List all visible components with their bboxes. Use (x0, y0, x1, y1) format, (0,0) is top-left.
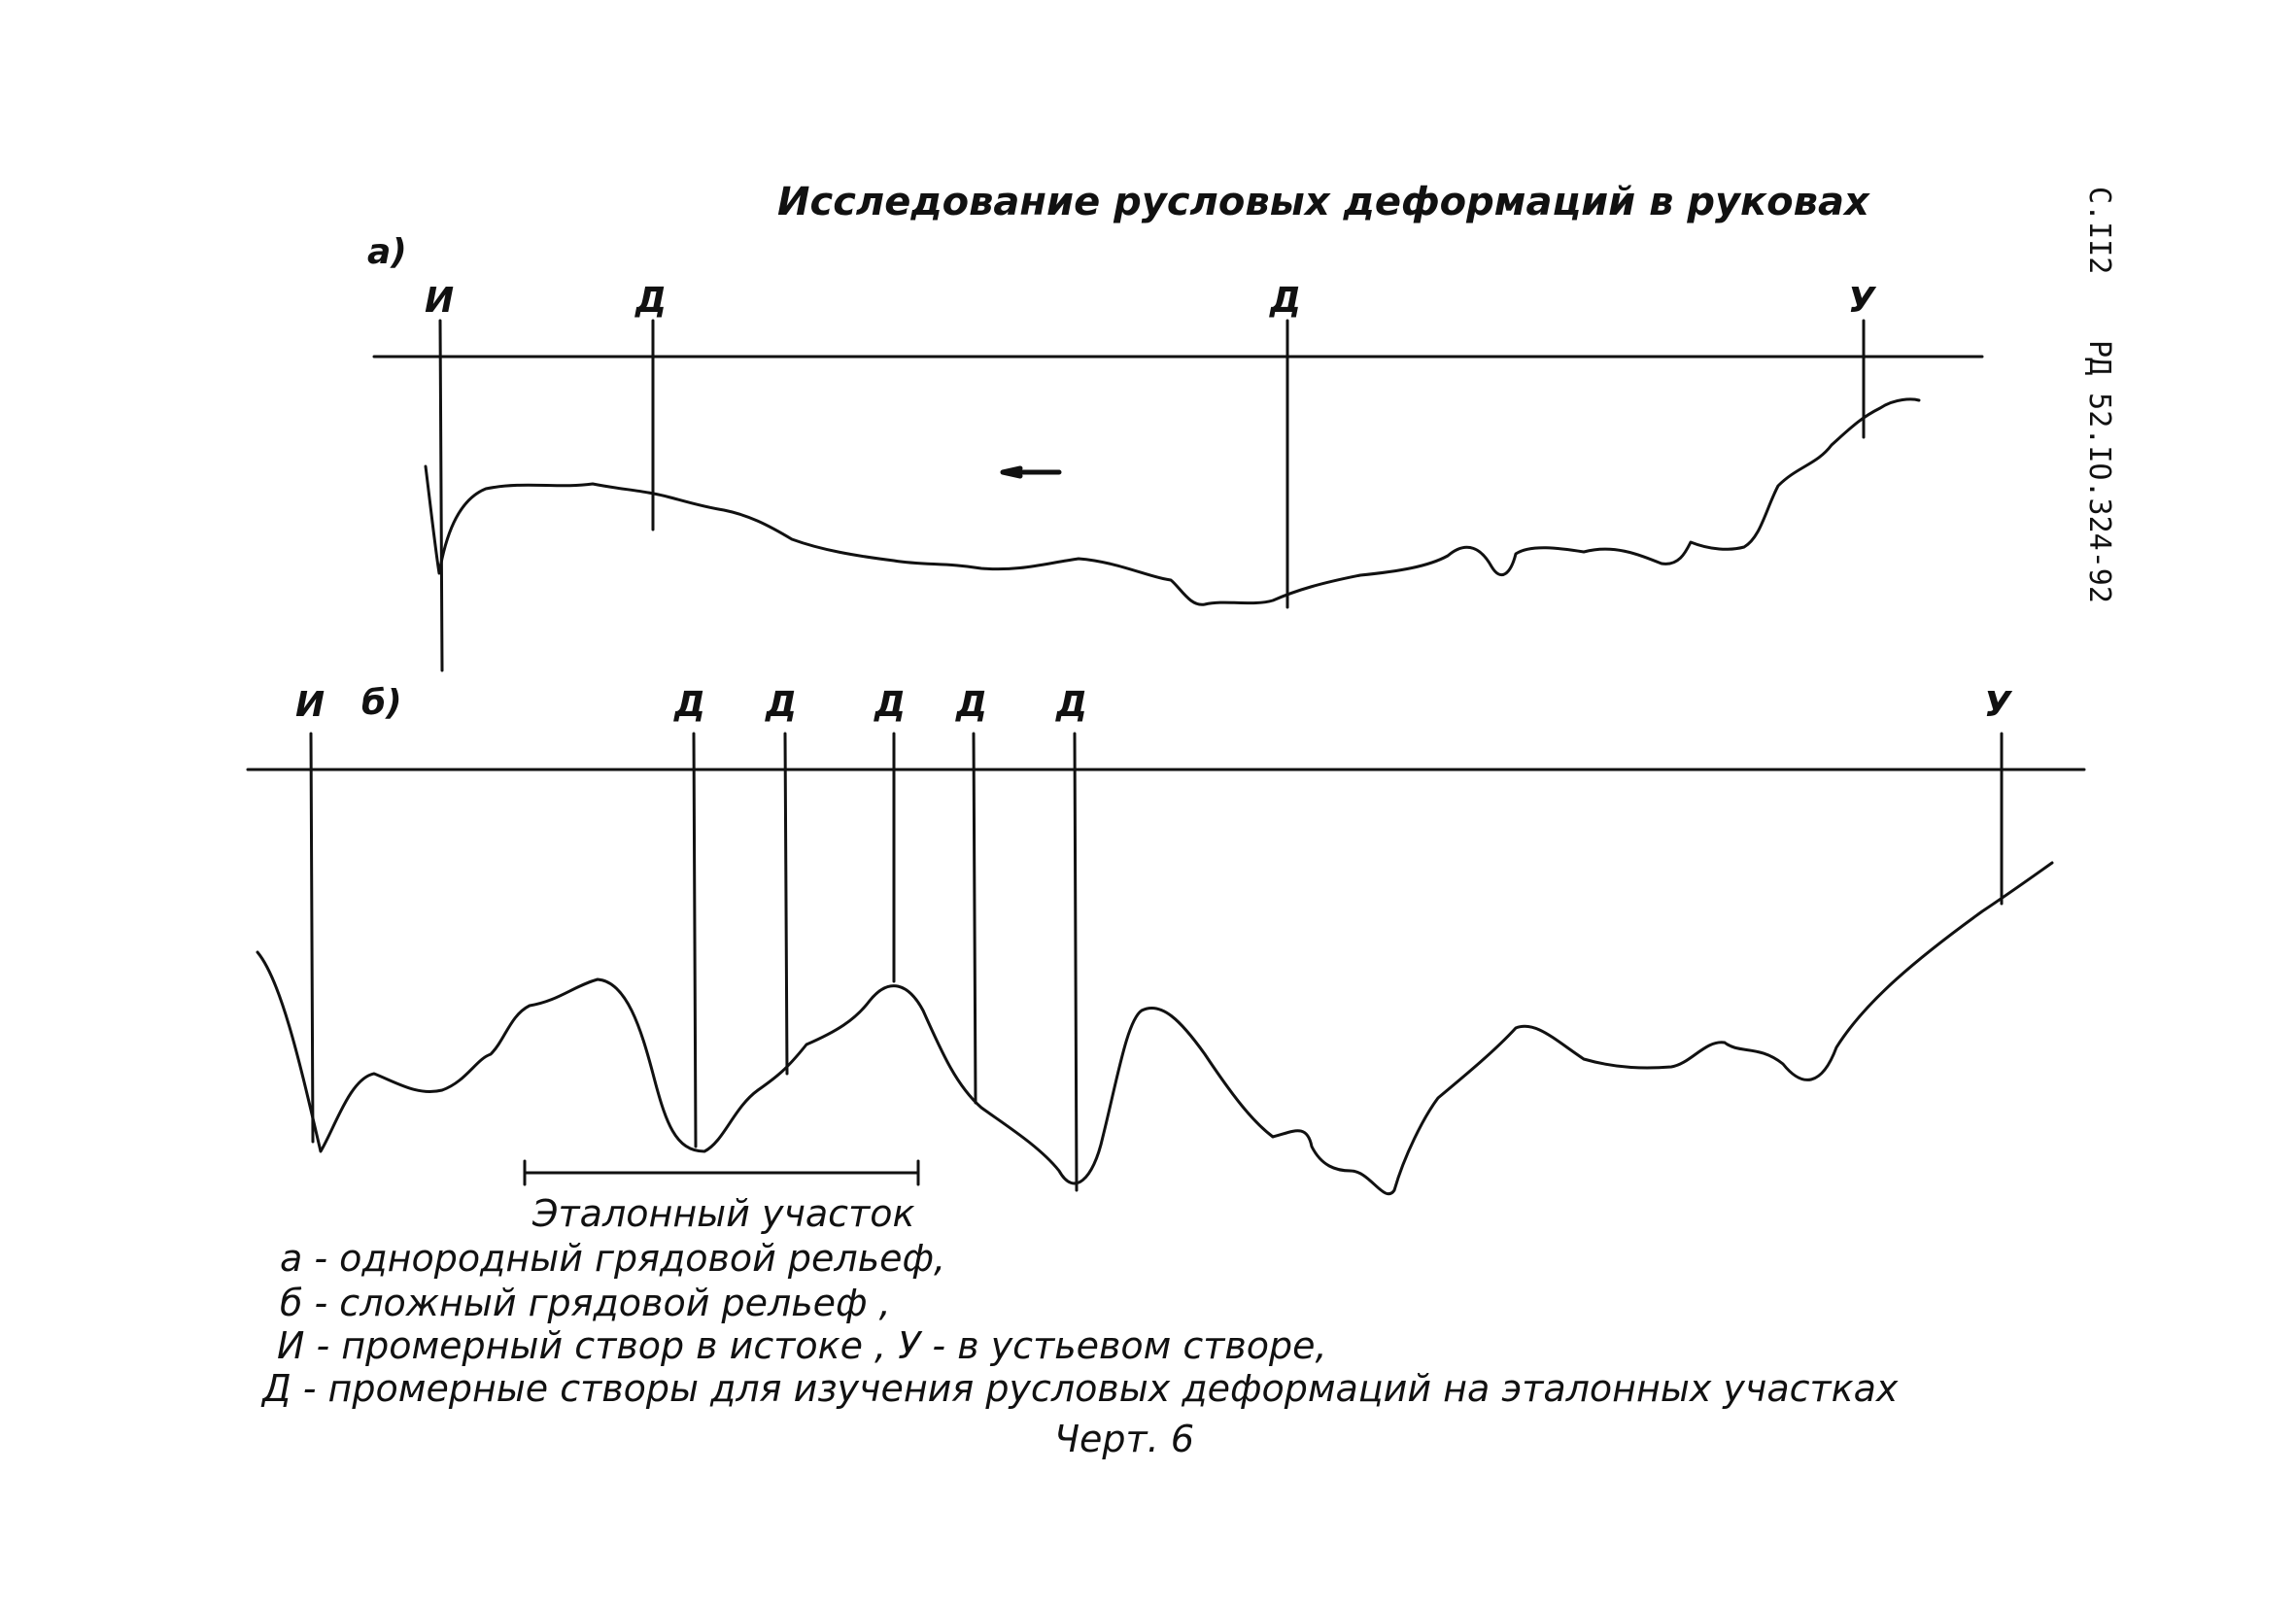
page-number: С.II2 (2082, 187, 2116, 275)
station-label-b-d4: Д (956, 685, 988, 725)
riverbed-profile-a (426, 399, 1919, 604)
station-label-b-i: И (295, 685, 326, 725)
panel-a-label: а) (367, 232, 407, 272)
riverbed-profile-b (257, 863, 2052, 1194)
panel-b-label: б) (361, 683, 402, 723)
legend-line-d: Д - промерные створы для изучения русловых деформаций на эталонных участках (262, 1367, 1899, 1410)
figure-title: Исследование русловых деформаций в руковах (777, 180, 1869, 224)
station-label-b-d1: Д (674, 685, 706, 725)
station-line-b-i (311, 734, 313, 1142)
legend-line-b: б - сложный грядовой рельеф , (280, 1282, 891, 1324)
legend-line-a: а - однородный грядовой рельеф, (280, 1237, 946, 1280)
station-label-a-d1: Д (635, 281, 668, 321)
station-label-b-d5: Д (1056, 685, 1088, 725)
station-label-b-u: У (1984, 685, 2011, 725)
station-label-a-d2: Д (1270, 281, 1302, 321)
station-line-b-d5 (1075, 734, 1077, 1190)
legend-line-i-u: И - промерный створ в истоке , У - в устьевом створе, (277, 1324, 1327, 1367)
station-label-a-i: И (425, 281, 455, 321)
station-label-b-d2: Д (766, 685, 798, 725)
station-line-b-d4 (974, 734, 976, 1103)
figure-caption: Черт. 6 (1054, 1418, 1195, 1460)
station-line-b-d1 (694, 734, 696, 1147)
reference-reach-label: Эталонный участок (532, 1192, 915, 1235)
station-line-a-i (440, 321, 442, 670)
document-number: РД 52.IO.324-92 (2082, 340, 2116, 603)
station-label-a-u: У (1848, 281, 1875, 321)
station-label-b-d3: Д (874, 685, 907, 725)
flow-arrow (1003, 468, 1059, 476)
station-line-b-d2 (785, 734, 787, 1074)
